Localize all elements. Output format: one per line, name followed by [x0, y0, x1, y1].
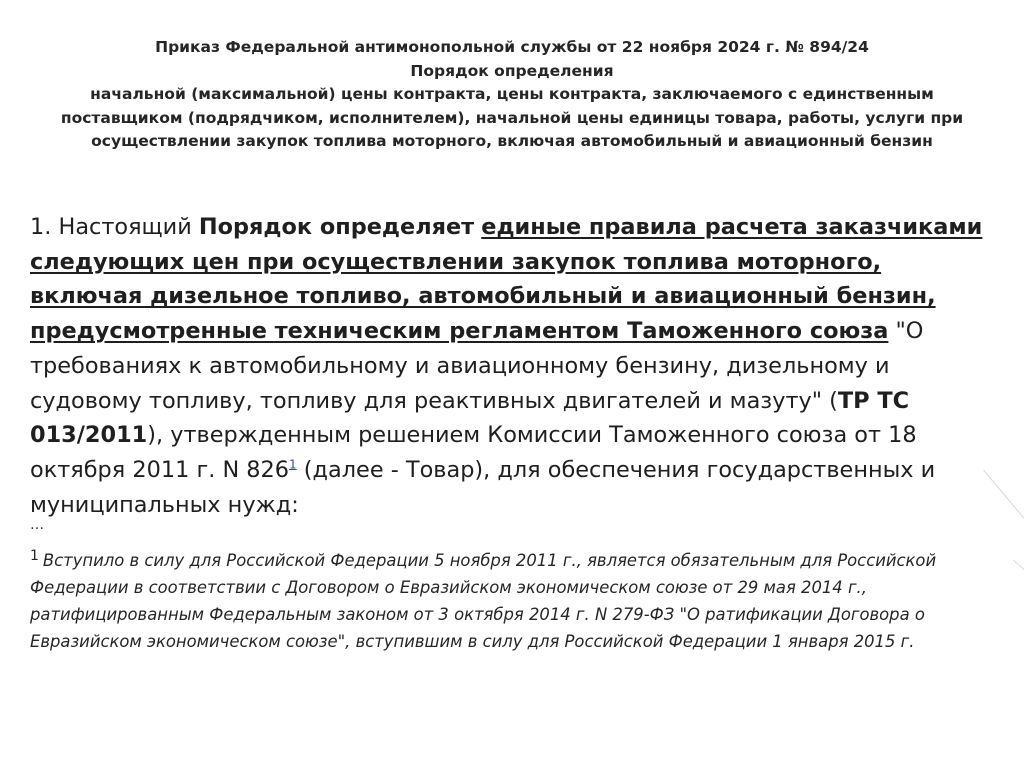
order-title: Приказ Федеральной антимонопольной службы от 22 ноября 2024 г. № 894/24 — [155, 38, 869, 56]
footnote-link[interactable]: 1 — [289, 457, 297, 472]
footnote-number: 1 — [30, 547, 39, 564]
procedure-subtitle-line-1: начальной (максимальной) цены контракта, цены контракта, заключаемого с единственным — [90, 85, 934, 103]
tr-ts-reference: ТР ТС 013/2011 — [30, 387, 910, 449]
decorative-line — [1013, 560, 1024, 767]
omission-mark: … — [30, 517, 44, 533]
clause-underlined-phrase: единые правила расчета заказчиками следующих цен при осуществлении закупок топлива моторного, включая дизельное топливо, автомобильный и авиационный бензин, предусмотренные техническим регламентом Таможенного союза — [30, 214, 983, 345]
clause-intro: 1. Настоящий — [30, 214, 199, 240]
clause-decision: ), утвержденным решением Комиссии Таможенного союза от 18 октября 2011 г. N 826 — [30, 422, 917, 483]
footnote — [30, 547, 1010, 655]
clause-1 — [30, 210, 990, 522]
clause-bold-phrase: Порядок определяет — [198, 214, 475, 240]
clause-quote: "О требованиях к автомобильному и авиационному бензину, дизельному и судовому топливу, топливу для реактивных двигателей и мазуту" ( — [30, 318, 924, 414]
clause-ending: (далее - Товар), для обеспечения государственных и муниципальных нужд: — [30, 456, 936, 518]
document-header — [30, 36, 994, 154]
procedure-subtitle-line-2: поставщиком (подрядчиком, исполнителем), начальной цены единицы товара, работы, услуги при — [60, 108, 964, 127]
procedure-subtitle-line-3: осуществлении закупок топлива моторного, включая автомобильный и авиационный бензин — [91, 132, 933, 150]
procedure-title: Порядок определения — [410, 61, 614, 80]
footnote-text: Вступило в силу для Российской Федерации 5 ноября 2011 г., является обязательным для Российской Федерации в соответствии с Договором о Евразийском экономическом союзе от 29 мая 2014 г., ратифицированным Федеральным законом от 3 октября 2014 г. N 279-ФЗ "О ратификации Договора о Евразийском экономическом союзе", вступившим в силу для Российской Федерации 1 января 2015 г. — [30, 551, 937, 651]
